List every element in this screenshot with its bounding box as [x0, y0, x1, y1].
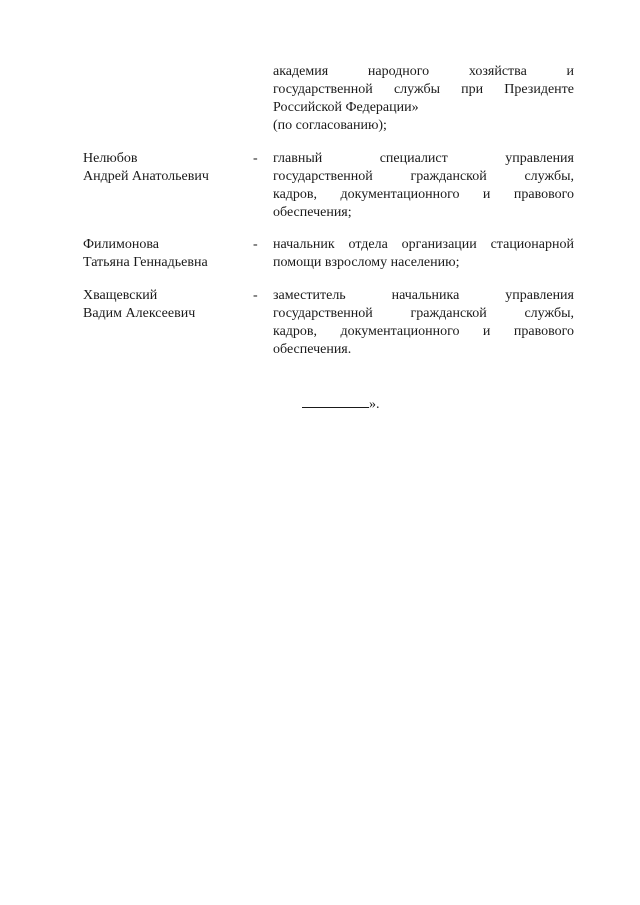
- member-name: [83, 150, 243, 186]
- dash-separator: -: [253, 288, 258, 303]
- description-line: государственной службы при Президенте: [273, 82, 574, 97]
- member-surname: Хващевский: [83, 288, 158, 303]
- dash-separator: -: [253, 151, 258, 166]
- description-line: обеспечения;: [273, 205, 352, 220]
- description-line: помощи взрослому населению;: [273, 255, 460, 270]
- member-given-names: Вадим Алексеевич: [83, 306, 196, 321]
- description-line: Российской Федерации»: [273, 100, 419, 115]
- member-description: [273, 150, 574, 222]
- dash-separator: -: [253, 237, 258, 252]
- description-line: начальник отдела организации стационарной: [273, 237, 574, 252]
- member-surname: Филимонова: [83, 237, 160, 252]
- closing-suffix: ».: [369, 397, 380, 412]
- member-description: [273, 287, 574, 359]
- member-given-names: Андрей Анатольевич: [83, 169, 209, 184]
- description-line: академия народного хозяйства и: [273, 64, 574, 79]
- member-surname: Нелюбов: [83, 151, 138, 166]
- description-line: государственной гражданской службы,: [273, 306, 574, 321]
- member-description: [273, 236, 574, 272]
- description-line: кадров, документационного и правового: [273, 324, 574, 339]
- blank-underline: [302, 394, 369, 408]
- description-line: заместитель начальника управления: [273, 288, 574, 303]
- description-line: главный специалист управления: [273, 151, 574, 166]
- member-given-names: Татьяна Геннадьевна: [83, 255, 208, 270]
- member-name: [83, 236, 243, 272]
- member-description: [273, 63, 574, 135]
- member-name: [83, 287, 243, 323]
- description-line: кадров, документационного и правового: [273, 187, 574, 202]
- description-line: государственной гражданской службы,: [273, 169, 574, 184]
- closing-line: [302, 394, 380, 414]
- description-line: (по согласованию);: [273, 118, 387, 133]
- description-line: обеспечения.: [273, 342, 352, 357]
